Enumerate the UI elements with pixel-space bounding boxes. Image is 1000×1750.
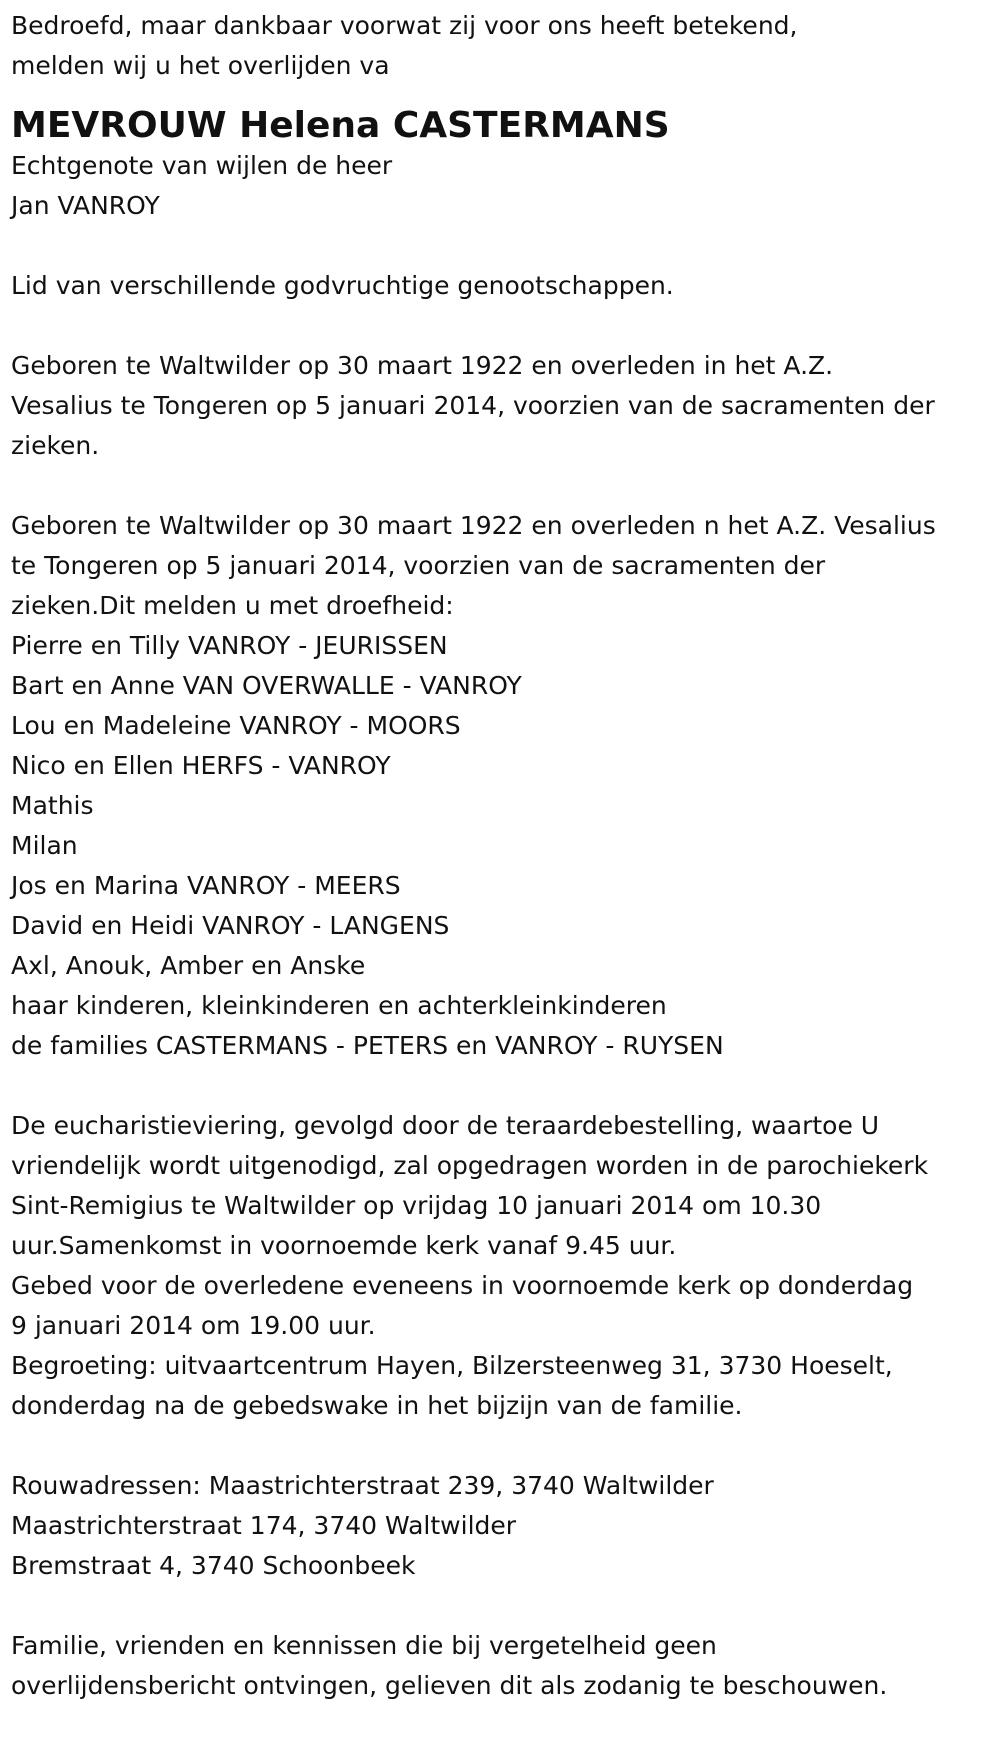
address-line: Rouwadressen: Maastrichterstraat 239, 3740 Waltwilder: [11, 1471, 714, 1500]
family-member: Lou en Madeleine VANROY - MOORS: [11, 711, 461, 740]
family-list: [11, 626, 996, 1066]
family-member: Bart en Anne VAN OVERWALLE - VANROY: [11, 671, 522, 700]
deceased-name-heading: MEVROUW Helena CASTERMANS: [11, 105, 670, 146]
birth-death-line: zieken.: [11, 431, 100, 460]
service-line: De eucharistieviering, gevolgd door de teraardebestelling, waartoe U: [11, 1111, 880, 1140]
birth-death-line: te Tongeren op 5 januari 2014, voorzien van de sacramenten der: [11, 551, 826, 580]
spacer: [11, 226, 996, 266]
membership-paragraph: [11, 266, 996, 306]
obituary-document: [11, 6, 996, 1706]
birth-death-paragraph-1: [11, 346, 996, 466]
service-line: uur.Samenkomst in voornoemde kerk vanaf 9.45 uur.: [11, 1231, 677, 1260]
service-line: donderdag na de gebedswake in het bijzijn van de familie.: [11, 1391, 743, 1420]
birth-death-line: Vesalius te Tongeren op 5 januari 2014, voorzien van de sacramenten der: [11, 391, 935, 420]
birth-death-line: zieken.Dit melden u met droefheid:: [11, 591, 454, 620]
spacer: [11, 1426, 996, 1466]
spacer: [11, 1066, 996, 1106]
birth-death-paragraph-2: [11, 506, 996, 626]
address-line: Bremstraat 4, 3740 Schoonbeek: [11, 1551, 416, 1580]
service-line: Sint-Remigius te Waltwilder op vrijdag 10 januari 2014 om 10.30: [11, 1191, 822, 1220]
family-member: de families CASTERMANS - PETERS en VANROY - RUYSEN: [11, 1031, 724, 1060]
membership-line: Lid van verschillende godvruchtige genootschappen.: [11, 271, 674, 300]
birth-death-line: Geboren te Waltwilder op 30 maart 1922 en overleden n het A.Z. Vesalius: [11, 511, 936, 540]
spouse-line: Echtgenote van wijlen de heer: [11, 151, 393, 180]
family-member: Pierre en Tilly VANROY - JEURISSEN: [11, 631, 448, 660]
family-member: Nico en Ellen HERFS - VANROY: [11, 751, 391, 780]
family-member: Axl, Anouk, Amber en Anske: [11, 951, 366, 980]
birth-death-line: Geboren te Waltwilder op 30 maart 1922 en overleden in het A.Z.: [11, 351, 834, 380]
spouse-paragraph: [11, 146, 996, 226]
spacer: [11, 1586, 996, 1626]
service-line: 9 januari 2014 om 19.00 uur.: [11, 1311, 376, 1340]
family-member: Jos en Marina VANROY - MEERS: [11, 871, 401, 900]
address-line: Maastrichterstraat 174, 3740 Waltwilder: [11, 1511, 517, 1540]
closing-line: Familie, vrienden en kennissen die bij vergetelheid geen: [11, 1631, 717, 1660]
closing-line: overlijdensbericht ontvingen, gelieven dit als zodanig te beschouwen.: [11, 1671, 888, 1700]
service-line: vriendelijk wordt uitgenodigd, zal opgedragen worden in de parochiekerk: [11, 1151, 929, 1180]
spacer: [11, 466, 996, 506]
intro-paragraph: [11, 6, 996, 86]
service-paragraph: [11, 1106, 996, 1426]
spouse-line: Jan VANROY: [11, 191, 160, 220]
service-line: Begroeting: uitvaartcentrum Hayen, Bilzersteenweg 31, 3730 Hoeselt,: [11, 1351, 893, 1380]
addresses-paragraph: [11, 1466, 996, 1586]
intro-line: Bedroefd, maar dankbaar voorwat zij voor ons heeft betekend,: [11, 11, 798, 40]
family-member: haar kinderen, kleinkinderen en achterkleinkinderen: [11, 991, 667, 1020]
service-line: Gebed voor de overledene eveneens in voornoemde kerk op donderdag: [11, 1271, 914, 1300]
family-member: David en Heidi VANROY - LANGENS: [11, 911, 450, 940]
family-member: Milan: [11, 831, 78, 860]
intro-line: melden wij u het overlijden va: [11, 51, 390, 80]
family-member: Mathis: [11, 791, 94, 820]
closing-paragraph: [11, 1626, 996, 1706]
spacer: [11, 306, 996, 346]
